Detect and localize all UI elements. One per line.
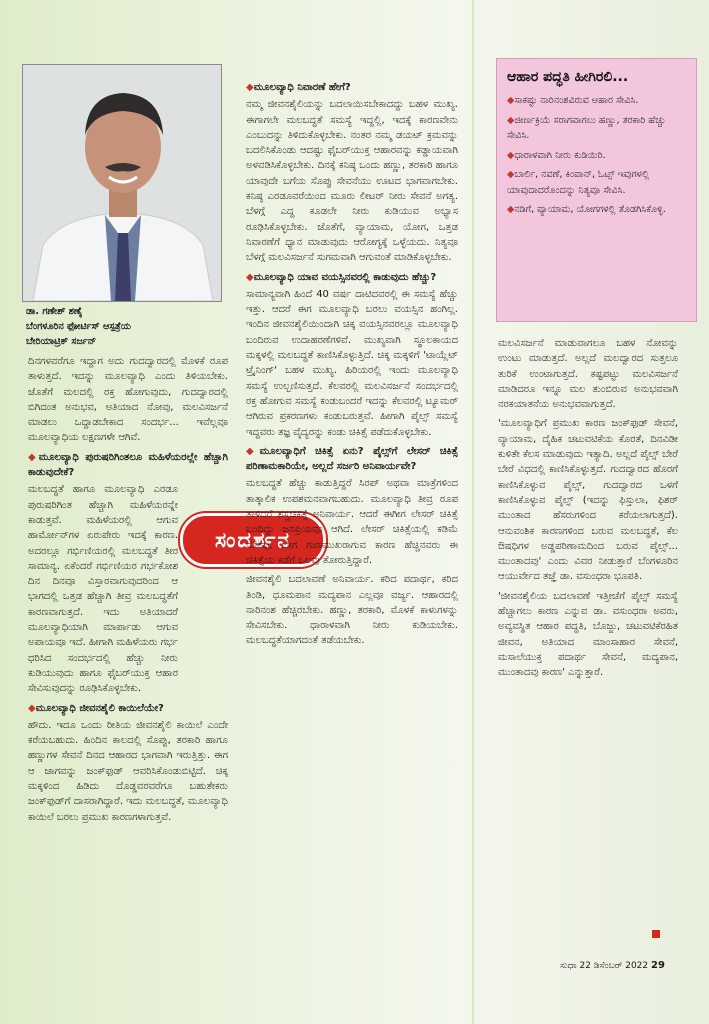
doctor-role: ಬೇರಿಯಾಟ್ರಿಕ್ ಸರ್ಜನ್: [26, 336, 97, 347]
column-divider: [472, 0, 474, 1024]
doctor-photo: [22, 64, 222, 302]
answer-treatment: ಮಲಬದ್ಧತೆ ಹೆಚ್ಚು ಕಾಡುತ್ತಿದ್ದರೆ ಸಿರಪ್ ಅಥವಾ ಮಾತ್ರೆಗಳಿಂದ ತಾತ್ಕಾಲಿಕ ಉಪಶಮನವಾಗಬಹುದು. ಮೂಲವ್ಯಾಧಿ ತೀವ್ರ ರೂಪ ತಾಳಿದರೆ ಶಸ್ತ್ರಚಿಕಿತ್ಸೆ ಅನಿವಾರ್ಯ. ಆದರೆ ಈಗೀಗ ಲೇಸರ್ ಚಿಕಿತ್ಸೆ ಬಂದಿದ್ದು ಜನಪ್ರಿಯವೂ ಆಗಿದೆ. ಲೇಸರ್ ಚಿಕಿತ್ಸೆಯಲ್ಲಿ ಕಡಿಮೆ ನೋವು, ಬೇಗ ಗುಣಮುಖರಾಗುವ ಕಾರಣ ಹೆಚ್ಚಿನವರು ಈ ಚಿಕಿತ್ಸೆಯ ಕಡೆಗೆ ಒಲವು ತೋರುತ್ತಿದ್ದಾರೆ.: [246, 478, 458, 566]
column-3: [498, 336, 678, 685]
answer-women: ಮಲಬದ್ಧತೆ ಹಾಗೂ ಮೂಲವ್ಯಾಧಿ ಎರಡೂ ಪುರುಷರಿಗಿಂತ ಹೆಚ್ಚಾಗಿ ಮಹಿಳೆಯರನ್ನೇ ಕಾಡುತ್ತವೆ. ಮಹಿಳೆಯರಲ್ಲಿ ಆಗುವ ಹಾರ್ಮೋನ್‌ಗಳ ಏರುಪೇರು ಇದಕ್ಕೆ ಕಾರಣ. ಅದರಲ್ಲೂ ಗರ್ಭಿಣಿಯರಲ್ಲಿ ಮಲಬದ್ಧತೆ ತೀರ ಸಾಮಾನ್ಯ. ಏಕೆಂದರೆ ಗರ್ಭಿಣಿಯರ ಗರ್ಭಕೋಶ ದಿನ ದಿನವೂ ವಿಸ್ತಾರವಾಗುವುದರಿಂದ ಆ ಭಾಗದಲ್ಲಿ ಒತ್ತಡ ಹೆಚ್ಚಾಗಿ ತೀವ್ರ ಮಲಬದ್ಧತೆಗೆ ಕಾರಣವಾಗುತ್ತದೆ. ಇದು ಅತಿಯಾದರೆ ಮೂಲವ್ಯಾಧಿಯಾಗಿ ಮಾರ್ಪಾಡು ಆಗುವ ಅಪಾಯವೂ ಇದೆ. ಹೀಗಾಗಿ ಮಹಿಳೆಯರು ಗರ್ಭ ಧರಿಸಿದ ಸಂದರ್ಭದಲ್ಲಿ ಹೆಚ್ಚು ನೀರು ಕುಡಿಯುವುದು ಹಾಗೂ ಫೈಬರ್‌ಯುಕ್ತ ಆಹಾರ ಸೇವಿಸುವುದನ್ನು ರೂಢಿಸಿಕೊಳ್ಳಬೇಕು.: [28, 484, 178, 695]
diet-tip: ◆ ಬಾರ್ಲಿ, ನವಣೆ, ಕಿಂವಾನ್, ಓಟ್ಸ್ ಇವುಗಳಲ್ಲಿ ಯಾವುದಾದರೊಂದನ್ನು ನಿತ್ಯವೂ ಸೇವಿಸಿ.: [507, 167, 688, 198]
paragraph-causes: 'ಮೂಲವ್ಯಾಧಿಗೆ ಪ್ರಮುಖ ಕಾರಣ ಜಂಕ್‌ಫುಡ್ ಸೇವನೆ, ವ್ಯಾಯಾಮ, ದೈಹಿಕ ಚಟುವಟಿಕೆಯ ಕೊರತೆ, ದಿನವಿಡೀ ಕುಳಿತೇ ಕೆಲಸ ಮಾಡುವುದು ಇತ್ಯಾದಿ. ಅಲ್ಲದೆ ಪೈಲ್ಸ್ ಬೇರೆ ಬೇರೆ ವಿಧದಲ್ಲಿ ಕಾಣಿಸಿಕೊಳ್ಳುತ್ತದೆ. ಗುದದ್ವಾರದ ಹೊರಗೆ ಕಾಣಿಸಿಕೊಳ್ಳುವ ಪೈಲ್ಸ್, ಗುದದ್ವಾರದ ಒಳಗೆ ಕಾಣಿಸಿಕೊಳ್ಳುವ ಪೈಲ್ಸ್ (ಇದನ್ನು ಫಿಸ್ತುಲಾ, ಫಿಶರ್ ಮುಂತಾದ ಹೆಸರುಗಳಿಂದ ಕರೆಯಲಾಗುತ್ತದೆ). ಆನುವಂಶಿಕ ಕಾರಣಗಳಿಂದ ಬರುವ ಮಲಬದ್ಧತೆ, ಕೆಲ ಔಷಧಿಗಳ ಅಡ್ಡಪರಿಣಾಮದಿಂದ ಬರುವ ಪೈಲ್ಸ್... ಮುಂತಾದವು' ಎಂದು ವಿವರ ನೀಡುತ್ತಾರೆ ಬೆಂಗಳೂರಿನ ಆಯುರ್ವೇದ ತಜ್ಞೆ ಡಾ. ವಸುಂಧರಾ ಭೂಪತಿ.: [498, 418, 678, 583]
diet-tips-list: [497, 93, 696, 218]
doctor-portrait-illustration: [23, 65, 221, 301]
photo-caption: [26, 304, 226, 349]
diet-tip: ◆ ಧಾರಾಳವಾಗಿ ನೀರು ಕುಡಿಯಿರಿ.: [507, 148, 688, 164]
question-lifestyle: ◆ ಮೂಲವ್ಯಾಧಿ ಜೀವನಶೈಲಿ ಕಾಯಿಲೆಯೇ?: [28, 701, 228, 716]
doctor-name: ಡಾ. ಗಣೇಶ್ ಶಣೈ: [26, 306, 83, 317]
paragraph-pain: ಮಲವಿಸರ್ಜನೆ ಮಾಡುವಾಗಲೂ ಬಹಳ ನೋವನ್ನು ಉಂಟು ಮಾಡುತ್ತದೆ. ಅಲ್ಲದೆ ಮಲದ್ವಾರದ ಸುತ್ತಲೂ ತುರಿಕೆ ಉಂಟಾಗುತ್ತದೆ. ಕಷ್ಟಪಟ್ಟು ಮಲವಿಸರ್ಜನೆ ಮಾಡಿದರೂ ಇನ್ನೂ ಮಲ ತುಂಬಿರುವ ಅನುಭವವಾಗಿ ನರಕಯಾತನೆಯ ಅನುಭವವಾಗುತ್ತದೆ.: [498, 338, 678, 411]
answer-lifestyle: ಹೌದು. ಇದೂ ಒಂದು ರೀತಿಯ ಜೀವನಶೈಲಿ ಕಾಯಿಲೆ ಎಂದೇ ಕರೆಯಬಹುದು. ಹಿಂದಿನ ಕಾಲದಲ್ಲಿ ಸೊಪ್ಪು, ತರಕಾರಿ ಹಾಗೂ ಹಣ್ಣುಗಳ ಸೇವನೆ ದಿನದ ಆಹಾರದ ಭಾಗವಾಗಿ ಇರುತ್ತಿತ್ತು. ಈಗ ಆ ಜಾಗವನ್ನು ಜಂಕ್‌ಫುಡ್ ಆವರಿಸಿಕೊಂಡುಬಿಟ್ಟಿದೆ. ಚಿಕ್ಕ ಮಕ್ಕಳಿಂದ ಹಿಡಿದು ದೊಡ್ಡವರವರೆಗೂ ಬಹುತೇಕರು ಜಂಕ್‌ಫುಡ್‌ಗೆ ದಾಸರಾಗಿದ್ದಾರೆ. ಇದು ಮಲಬದ್ಧತೆ, ಮೂಲವ್ಯಾಧಿ ಕಾಯಿಲೆ ಬರಲು ಪ್ರಮುಖ ಕಾರಣಗಳಾಗುತ್ತವೆ.: [28, 719, 228, 823]
question-remedy: ◆ ಮೂಲವ್ಯಾಧಿ ನಿವಾರಣೆ ಹೇಗೆ?: [246, 80, 458, 95]
intro-paragraph: ದಿನಗಳವರೆಗೂ ಇದ್ದಾಗ ಅದು ಗುದದ್ವಾರದಲ್ಲಿ ಮೊಳಕೆ ರೂಪ ತಾಳುತ್ತದೆ. ಇದನ್ನು ಮೂಲವ್ಯಾಧಿ ಎಂದು ತಿಳಿಯಬೇಕು. ಜೊತೆಗೆ ಮಲದಲ್ಲಿ ರಕ್ತ ಹೋಗುವುದು, ಗುದದ್ವಾರದಲ್ಲಿ ಬಿಗಿದಂತ ಅನುಭವ, ಅತಿಯಾದ ನೋವು, ಮಲವಿಸರ್ಜನೆ ಮಾಡಲು ಒದ್ದಾಡಬೇಕಾದ ಸಂದರ್ಭ... ಇವೆಲ್ಲವೂ ಮೂಲವ್ಯಾಧಿಯ ಲಕ್ಷಣಗಳೇ ಆಗಿವೆ.: [28, 356, 228, 444]
diet-tip: ◆ ಸಾಕಷ್ಟು ನಾರಿನಂಶವಿರುವ ಆಹಾರ ಸೇವಿಸಿ.: [507, 93, 688, 109]
question-women: ◆ ಮೂಲವ್ಯಾಧಿ ಪುರುಷರಿಗಿಂತಲೂ ಮಹಿಳೆಯರಲ್ಲೇ ಹೆಚ್ಚಾಗಿ ಕಾಡುವುದೇಕೆ?: [28, 450, 228, 481]
paragraph-lifestyle-quote: 'ಜೀವನಶೈಲಿಯ ಬದಲಾವಣೆ ಇತ್ತೀಚೆಗೆ ಪೈಲ್ಸ್ ಸಮಸ್ಯೆ ಹೆಚ್ಚಾಗಲು ಕಾರಣ ಎನ್ನುವ ಡಾ. ವಸುಂಧರಾ ಅವರು, ಅವ್ಯವಸ್ಥಿತ ಆಹಾರ ಪದ್ಧತಿ, ಬೊಜ್ಜು, ಚಟುವಟಿಕೆರಹಿತ ಜೀವನ, ಅತಿಯಾದ ಮಾಂಸಾಹಾರ ಸೇವನೆ, ಮಸಾಲೆಯುಕ್ತ ಪದಾರ್ಥ ಸೇವನೆ, ಮದ್ಯಪಾನ, ಮುಂತಾದವು ಕಾರಣ' ಎನ್ನುತ್ತಾರೆ.: [498, 590, 678, 679]
answer-age: ಸಾಮಾನ್ಯವಾಗಿ ಹಿಂದೆ 40 ವರ್ಷ ದಾಟಿದವರಲ್ಲಿ ಈ ಸಮಸ್ಯೆ ಹೆಚ್ಚು ಇತ್ತು. ಆದರೆ ಈಗ ಮೂಲವ್ಯಾಧಿ ಬರಲು ವಯಸ್ಸಿನ ಹಂಗಿಲ್ಲ. ಇಂದಿನ ಜೀವನಶೈಲಿಯಿಂದಾಗಿ ಚಿಕ್ಕ ವಯಸ್ಸಿನವರಲ್ಲೂ ಮೂಲವ್ಯಾಧಿ ಬಂದಿರುವ ಉದಾಹರಣೆಗಳಿವೆ. ಮುಖ್ಯವಾಗಿ ಸ್ಥೂಲಕಾಯದ ಮಕ್ಕಳಲ್ಲಿ ಮಲಬದ್ಧತೆ ಕಾಣಿಸಿಕೊಳ್ಳುತ್ತಿದೆ. ಚಿಕ್ಕ ಮಕ್ಕಳಿಗೆ 'ಟಾಯ್ಲೆಟ್ ಟ್ರೈನಿಂಗ್' ಬಹಳ ಮುಖ್ಯ. ಹಿರಿಯರಲ್ಲಿ ಇಂದು ಮೂಲವ್ಯಾಧಿ ಸಮಸ್ಯೆ ಉಲ್ಬಣಿಸುತ್ತದೆ. ಕೆಲವರಲ್ಲಿ ಮಲವಿಸರ್ಜನೆ ಸಂದರ್ಭದಲ್ಲಿ ರಕ್ತ ಹೋಗುವ ಸಮಸ್ಯೆ ಕಂಡುಬಂದರೆ ಇದನ್ನು ಕೆಲವರಲ್ಲಿ ಟ್ಯೂಮರ್ ಆಗಿರುವ ಪ್ರಕರಣಗಳು ಕಂಡುಬರುತ್ತವೆ. ಹೀಗಾಗಿ ಪೈಲ್ಸ್ ಸಮಸ್ಯೆ ಇದ್ದವರು ತಜ್ಞ ವೈದ್ಯರನ್ನು ಕಂಡು ಚಿಕಿತ್ಸೆ ಪಡೆದುಕೊಳ್ಳಬೇಕು.: [246, 288, 458, 438]
page-footer: [560, 960, 665, 971]
question-treatment: ◆ ಮೂಲವ್ಯಾಧಿಗೆ ಚಿಕಿತ್ಸೆ ಏನು? ಪೈಲ್ಸ್‌ಗೆ ಲೇಸರ್ ಚಿಕಿತ್ಸೆ ಪರಿಣಾಮಕಾರಿಯೇ, ಅಲ್ಲದೆ ಸರ್ಜರಿ ಅನಿವಾರ್ಯವೇ?: [246, 444, 458, 475]
column-2: [246, 76, 458, 653]
issue-info: ಸುಧಾ 22 ಡಿಸೆಂಬರ್ 2022: [560, 961, 649, 971]
diet-tips-box: [496, 58, 697, 322]
diet-tips-title: ಆಹಾರ ಪದ್ಧತಿ ಹೀಗಿರಲಿ...: [507, 69, 629, 85]
badge-label: ಸಂದರ್ಶನ: [214, 527, 292, 552]
doctor-hospital: ಬೆಂಗಳೂರಿನ ಫೋರ್ಟಿಸ್ ಆಸ್ಪತ್ರೆಯ: [26, 321, 131, 332]
end-mark: [652, 930, 660, 938]
diet-tip: ◆ ನಡಿಗೆ, ವ್ಯಾಯಾಮ, ಯೋಗಗಳಲ್ಲಿ ತೊಡಗಿಸಿಕೊಳ್ಳಿ.: [507, 202, 688, 218]
question-age: ◆ ಮೂಲವ್ಯಾಧಿ ಯಾವ ವಯಸ್ಸಿನವರಲ್ಲಿ ಕಾಡುವುದು ಹೆಚ್ಚು?: [246, 270, 458, 285]
answer-remedy: ನಮ್ಮ ಜೀವನಶೈಲಿಯನ್ನು ಬದಲಾಯಿಸಬೇಕಾದದ್ದು ಬಹಳ ಮುಖ್ಯ. ಈಗಾಗಲೇ ಮಲಬದ್ಧತೆ ಸಮಸ್ಯೆ ಇದ್ದಲ್ಲಿ, ಇದಕ್ಕೆ ಕಾರಣವೇನು ಎಂಬುದನ್ನು ತಿಳಿದುಕೊಳ್ಳಬೇಕು. ನಂತರ ನಮ್ಮ ಡಯಟ್ ಕ್ರಮವನ್ನು ಬದಲಿಸಿಕೊಂಡು ಆದಷ್ಟು ಫೈಬರ್‌ಯುಕ್ತ ಆಹಾರವನ್ನು ಕಡ್ಡಾಯವಾಗಿ ಅಳವಡಿಸಿಕೊಳ್ಳಬೇಕು. ದಿನಕ್ಕೆ ಕನಿಷ್ಠ ಒಂದು ಹಣ್ಣು, ತರಕಾರಿ ಹಾಗೂ ಯಾವುದೇ ಬಗೆಯ ಸೊಪ್ಪು ಸೇವನೆಯು ಊಟದ ಭಾಗವಾಗಬೇಕು. ಕನಿಷ್ಠ ಎರಡೂವರೆಯಿಂದ ಮೂರು ಲೀಟರ್ ನೀರು ಸೇವನೆ ಅಗತ್ಯ. ಬೆಳಗ್ಗೆ ಎದ್ದ ಕೂಡಲೇ ನೀರು ಕುಡಿಯುವ ಅಭ್ಯಾಸ ರೂಢಿಸಿಕೊಳ್ಳಬೇಕು. ಜೊತೆಗೆ, ವ್ಯಾಯಾಮ, ಯೋಗ, ಒತ್ತಡ ನಿವಾರಣೆಗೆ ಧ್ಯಾನ ಮಾಡುವುದು ಆರೋಗ್ಯಕ್ಕೆ ಒಳ್ಳೆಯದು. ನಿತ್ಯವೂ ಬೆಳಗ್ಗೆ ಮಲವಿಸರ್ಜನೆ ಸುಗಮವಾಗಿ ಆಗುವಂತೆ ಮಾಡಿಕೊಳ್ಳಬೇಕು.: [246, 99, 458, 264]
diet-tip: ◆ ಜೀರ್ಣಕ್ರಿಯೆ ಸರಾಗವಾಗಲು ಹಣ್ಣು, ತರಕಾರಿ ಹೆಚ್ಚು ಸೇವಿಸಿ.: [507, 113, 688, 144]
page-number: 29: [651, 960, 665, 971]
answer-lifestyle-change: ಜೀವನಶೈಲಿ ಬದಲಾವಣೆ ಅನಿವಾರ್ಯ. ಕರಿದ ಪದಾರ್ಥ, ಕರಿದ ತಿಂಡಿ, ಧೂಮಪಾನ ಮದ್ಯಪಾನ ಎಲ್ಲವೂ ವರ್ಜ್ಯ. ಆಹಾರದಲ್ಲಿ ನಾರಿನಂಶ ಹೆಚ್ಚಿರಬೇಕು. ಹಣ್ಣು, ತರಕಾರಿ, ಮೊಳಕೆ ಕಾಳುಗಳನ್ನು ಸೇವಿಸಬೇಕು. ಧಾರಾಳವಾಗಿ ನೀರು ಕುಡಿಯಬೇಕು. ಮಲಬದ್ಧತೆಯಾಗದಂತೆ ತಡೆಯಬೇಕು.: [246, 574, 458, 647]
column-1: [28, 354, 228, 829]
